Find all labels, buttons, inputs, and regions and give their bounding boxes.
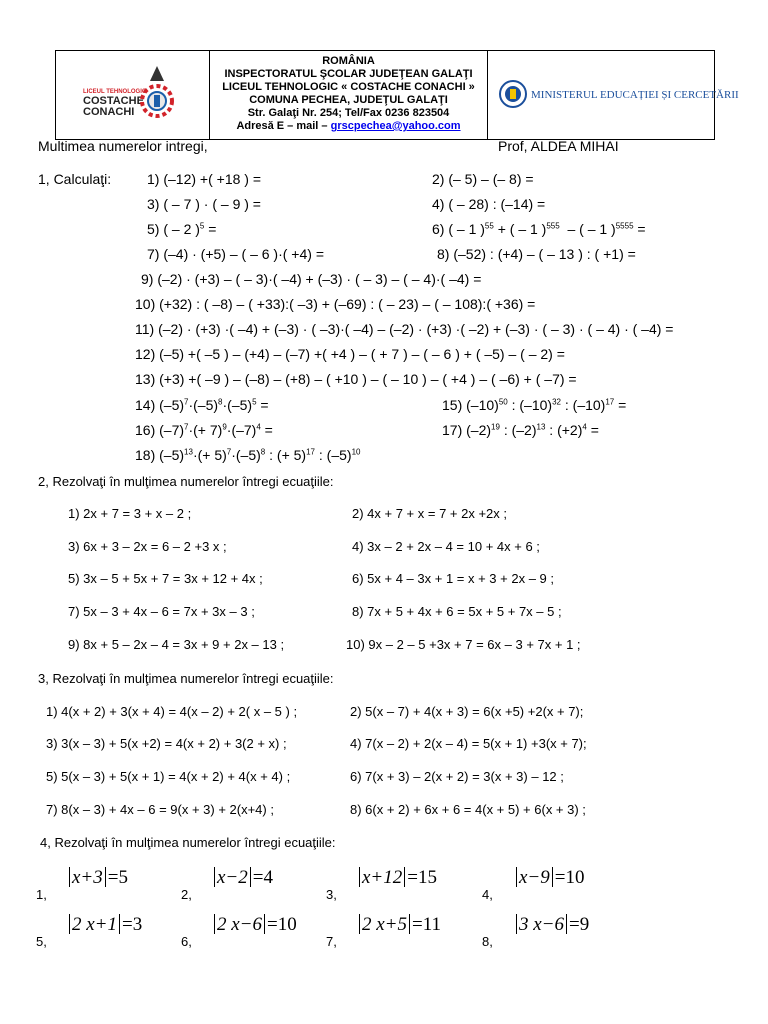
ex4-eq-2: x−2 =4: [212, 867, 273, 889]
ex3-item-7: 7) 8(x – 3) + 4x – 6 = 9(x + 3) + 2(x+4) ;: [46, 802, 274, 817]
ex1-item-15: 15) $(-10)^{50}$ : $(-10)^{32}$ : $(-10)^{17}$ =: [442, 397, 627, 413]
ex4-num-5: 5,: [36, 934, 47, 949]
ex1-item-2: 2) (– 5) – (– 8) =: [432, 171, 534, 187]
ex4-eq-4: x−9 =10: [514, 867, 584, 889]
ex1-item-14: 14) $(-5)^7\cdot(-5)^8\cdot(-5)^5$ =: [135, 397, 269, 413]
ex2-item-1: 1) 2x + 7 = 3 + x – 2 ;: [68, 506, 192, 521]
ex4-eq-8: 3 x−6 =9: [514, 914, 589, 936]
ex4-eq-5: 2 x+1 =3: [67, 914, 142, 936]
ex1-item-13: 13) (+3) +( –9 ) – (–8) – (+8) – ( +10 ) – ( – 10 ) – ( +4 ) – ( –6) + ( –7) =: [135, 371, 577, 387]
header-email-line: [210, 120, 487, 133]
email-link[interactable]: grscpechea@yahoo.com: [330, 120, 461, 132]
ministry-logo-icon: [488, 51, 739, 139]
ex2-item-10: 10) 9x – 2 – 5 +3x + 7 = 6x – 3 + 7x + 1 ;: [346, 637, 581, 652]
header-line-3: LICEUL TEHNOLOGIC « COSTACHE CONACHI »: [222, 81, 475, 93]
ministry-logo: [487, 51, 739, 139]
ex1-item-1: 1) (–12) +( +18 ) =: [147, 171, 262, 187]
header-box: [55, 50, 739, 140]
ex2-item-9: 9) 8x + 5 – 2x – 4 = 3x + 9 + 2x – 13 ;: [68, 637, 285, 652]
ministry-name: MINISTERUL EDUCAȚIEI ȘI CERCETĂRII: [531, 89, 739, 101]
school-logo: [56, 51, 210, 139]
ex4-num-8: 8,: [482, 934, 493, 949]
ex1-item-16: 16) $(-7)^7\cdot(+ 7)^9\cdot(-7)^4$ =: [135, 422, 273, 438]
ex4-num-4: 4,: [482, 887, 493, 902]
header-line-4: COMUNA PECHEA, JUDEŢUL GALAŢI: [249, 94, 448, 106]
ex3-item-8: 8) 6(x + 2) + 6x + 6 = 4(x + 5) + 6(x + 3) ;: [350, 802, 586, 817]
ex1-item-3: 3) ( – 7 ) · ( – 9 ) =: [147, 196, 261, 212]
ex1-label: 1, Calculaţi:: [38, 171, 112, 187]
ex2-item-7: 7) 5x – 3 + 4x – 6 = 7x + 3x – 3 ;: [68, 604, 255, 619]
ex1-item-8: 8) (–52) : (+4) – ( – 13 ) : ( +1) =: [437, 246, 636, 262]
email-prefix: Adresă E – mail –: [236, 120, 328, 132]
ex1-item-7: 7) (–4) · (+5) – ( – 6 )·( +4) =: [147, 246, 324, 262]
ex4-eq-3: x+12 =15: [357, 867, 437, 889]
logo-text-2: COSTACHE: [83, 95, 144, 107]
ex1-item-18: 18) $(-5)^{13}\cdot(+ 5)^7\cdot(-5)^8$ : (+ 5)$^{17}$ : $(-5)^{10}$: [135, 447, 361, 463]
header-institution: [210, 55, 487, 133]
header-line-1: ROMÂNIA: [322, 55, 375, 67]
author-name: Prof, ALDEA MIHAI: [498, 138, 619, 154]
ex3-item-3: 3) 3(x – 3) + 5(x +2) = 4(x + 2) + 3(2 + x) ;: [46, 736, 287, 751]
header-line-2: INSPECTORATUL ŞCOLAR JUDEŢEAN GALAŢI: [224, 68, 473, 80]
ex3-item-2: 2) 5(x – 7) + 4(x + 3) = 6(x +5) +2(x + 7);: [350, 704, 584, 719]
ex2-item-5: 5) 3x – 5 + 5x + 7 = 3x + 12 + 4x ;: [68, 571, 263, 586]
ex2-item-4: 4) 3x – 2 + 2x – 4 = 10 + 4x + 6 ;: [352, 539, 540, 554]
ex3-item-6: 6) 7(x + 3) – 2(x + 2) = 3(x + 3) – 12 ;: [350, 769, 564, 784]
ex1-item-12: 12) (–5) +( –5 ) – (+4) – (–7) +( +4 ) – ( + 7 ) – ( – 6 ) + ( –5) – ( – 2) =: [135, 346, 565, 362]
school-logo-icon: [56, 51, 209, 139]
ex2-item-2: 2) 4x + 7 + x = 7 + 2x +2x ;: [352, 506, 508, 521]
ex2-label: 2, Rezolvaţi în mulţimea numerelor întregi ecuaţiile:: [38, 474, 334, 489]
ex4-eq-7: 2 x+5 =11: [357, 914, 441, 936]
ex3-label: 3, Rezolvaţi în mulţimea numerelor întregi ecuaţiile:: [38, 671, 334, 686]
ex4-num-6: 6,: [181, 934, 192, 949]
ex1-item-9: 9) (–2) · (+3) – ( – 3)·( –4) + (–3) · ( – 3) – ( – 4)·( –4) =: [141, 271, 482, 287]
page-title: Multimea numerelor intregi,: [38, 138, 208, 154]
ex4-num-1: 1,: [36, 887, 47, 902]
ex2-item-8: 8) 7x + 5 + 4x + 6 = 5x + 5 + 7x – 5 ;: [352, 604, 562, 619]
ex4-num-3: 3,: [326, 887, 337, 902]
ex1-item-5: 5) ( – 2 )$^5$ =: [147, 221, 217, 237]
ex2-item-3: 3) 6x + 3 – 2x = 6 – 2 +3 x ;: [68, 539, 227, 554]
ex1-item-11: 11) (–2) · (+3) ·( –4) + (–3) · ( –3)·( –4) – (–2) · (+3) ·( –2) + (–3) · ( – 3) · ( – 4) · ( –4) =: [135, 321, 674, 337]
ex4-label: 4, Rezolvaţi în mulţimea numerelor întregi ecuaţiile:: [40, 835, 336, 850]
ex3-item-4: 4) 7(x – 2) + 2(x – 4) = 5(x + 1) +3(x + 7);: [350, 736, 587, 751]
ex3-item-1: 1) 4(x + 2) + 3(x + 4) = 4(x – 2) + 2( x – 5 ) ;: [46, 704, 298, 719]
ex4-num-7: 7,: [326, 934, 337, 949]
ex1-item-17: 17) $(-2)^{19}$ : $(-2)^{13}$ : $(+2)^4$ =: [442, 422, 599, 438]
ex4-eq-6: 2 x−6 =10: [212, 914, 297, 936]
ex4-eq-1: x+3 =5: [67, 867, 128, 889]
header-line-5: Str. Galaţi Nr. 254; Tel/Fax 0236 823504: [247, 107, 450, 119]
ex1-item-6: 6) ( – 1 )$^{55}$ + ( – 1 )$^{555}$ – ( – 1 )$^{5555}$ =: [432, 221, 646, 237]
ex1-item-10: 10) (+32) : ( –8) – ( +33):( –3) + (–69) : ( – 23) – ( – 108):( +36) =: [135, 296, 536, 312]
ex2-item-6: 6) 5x + 4 – 3x + 1 = x + 3 + 2x – 9 ;: [352, 571, 554, 586]
ex1-item-4: 4) ( – 28) : (–14) =: [432, 196, 546, 212]
ex3-item-5: 5) 5(x – 3) + 5(x + 1) = 4(x + 2) + 4(x + 4) ;: [46, 769, 291, 784]
ex4-num-2: 2,: [181, 887, 192, 902]
logo-text-3: CONACHI: [83, 106, 135, 118]
logo-text-1: LICEUL TEHNOLOGIC: [83, 89, 147, 95]
